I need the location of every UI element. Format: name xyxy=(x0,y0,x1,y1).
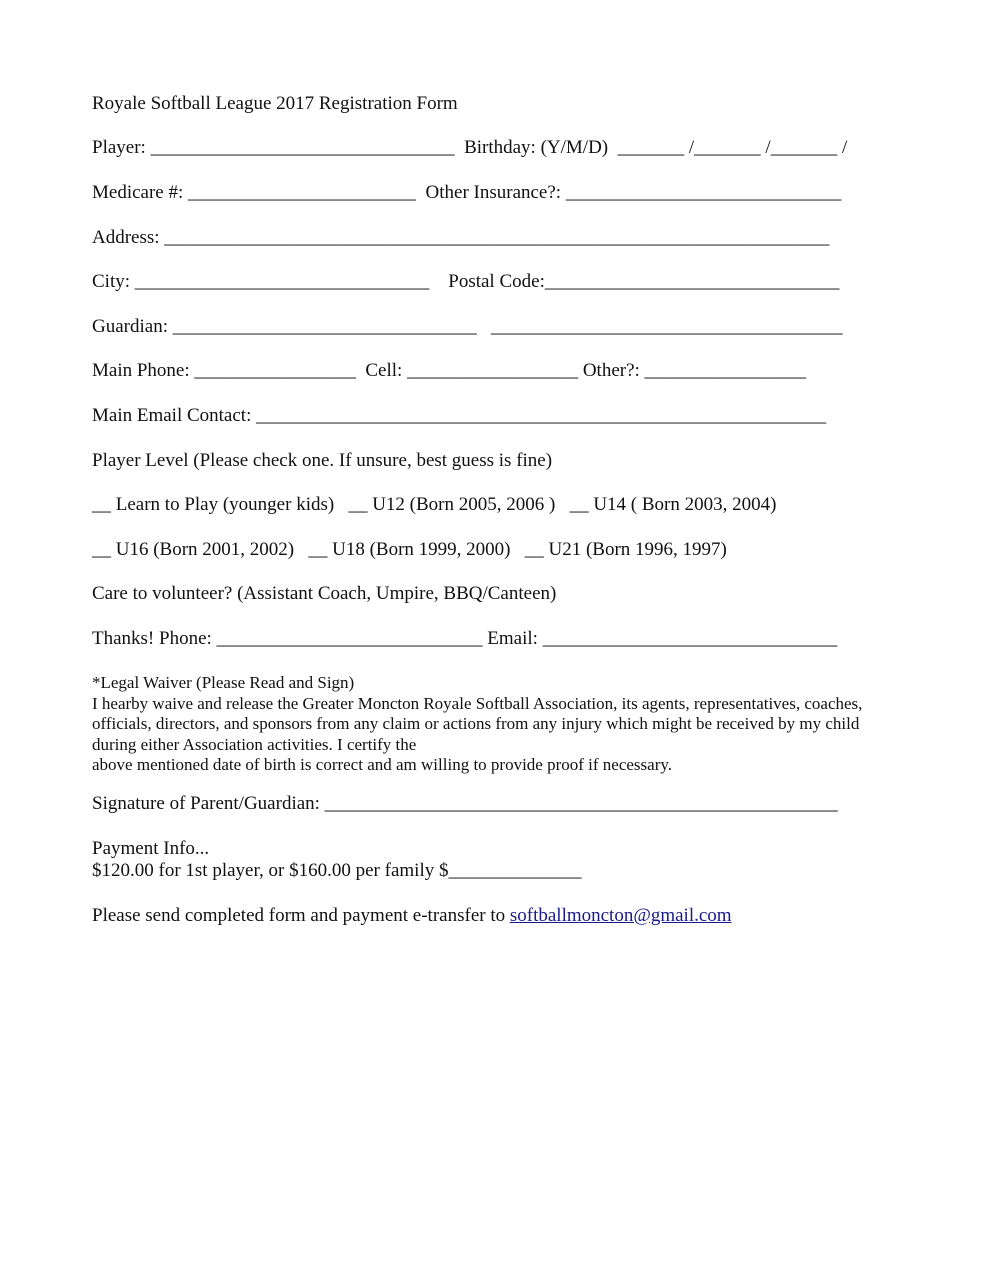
player-level-options-row-1[interactable]: __ Learn to Play (younger kids) __ U12 (Born 2005, 2006 ) __ U14 ( Born 2003, 2004) xyxy=(92,494,777,515)
send-instructions xyxy=(92,905,732,927)
guardian-line[interactable]: Guardian: ________________________________ _____________________________________ xyxy=(92,316,843,337)
volunteer-question: Care to volunteer? (Assistant Coach, Umpire, BBQ/Canteen) xyxy=(92,583,557,604)
address-line[interactable]: Address: ______________________________________________________________________ xyxy=(92,227,830,248)
medicare-insurance-line[interactable]: Medicare #: ________________________ Other Insurance?: _____________________________ xyxy=(92,182,842,203)
city-postal-line[interactable]: City: _______________________________ Postal Code:_______________________________ xyxy=(92,271,840,292)
payment-amount-line[interactable]: $120.00 for 1st player, or $160.00 per family $______________ xyxy=(92,860,582,881)
phones-line[interactable]: Main Phone: _________________ Cell: __________________ Other?: _________________ xyxy=(92,360,807,381)
player-birthday-line[interactable]: Player: ________________________________ Birthday: (Y/M/D) _______ /_______ /_______ / xyxy=(92,137,848,158)
email-link[interactable]: softballmoncton@gmail.com xyxy=(509,905,732,926)
payment-heading: Payment Info... xyxy=(92,838,210,859)
waiver-heading: *Legal Waiver (Please Read and Sign) xyxy=(92,673,355,692)
player-level-heading: Player Level (Please check one. If unsure, best guess is fine) xyxy=(92,450,553,471)
volunteer-contact-line[interactable]: Thanks! Phone: ____________________________ Email: _______________________________ xyxy=(92,628,838,649)
waiver-text-line: during either Association activities. I certify the xyxy=(92,734,417,754)
player-level-options-row-2[interactable]: __ U16 (Born 2001, 2002) __ U18 (Born 1999, 2000) __ U21 (Born 1996, 1997) xyxy=(92,539,727,560)
waiver-text-line: I hearby waive and release the Greater Moncton Royale Softball Association, its agents, representatives, coaches, xyxy=(92,693,863,713)
form-title: Royale Softball League 2017 Registration Form xyxy=(92,93,458,114)
waiver-text-line: officials, directors, and sponsors from any claim or actions from any injury which might be received by my child xyxy=(92,714,860,733)
signature-line[interactable]: Signature of Parent/Guardian: ______________________________________________________ xyxy=(92,793,838,814)
send-text: Please send completed form and payment e-transfer to xyxy=(92,905,510,926)
waiver-text-line: above mentioned date of birth is correct and am willing to provide proof if necessary. xyxy=(92,755,673,774)
main-email-line[interactable]: Main Email Contact: ____________________________________________________________ xyxy=(92,405,827,426)
legal-waiver xyxy=(92,673,902,776)
